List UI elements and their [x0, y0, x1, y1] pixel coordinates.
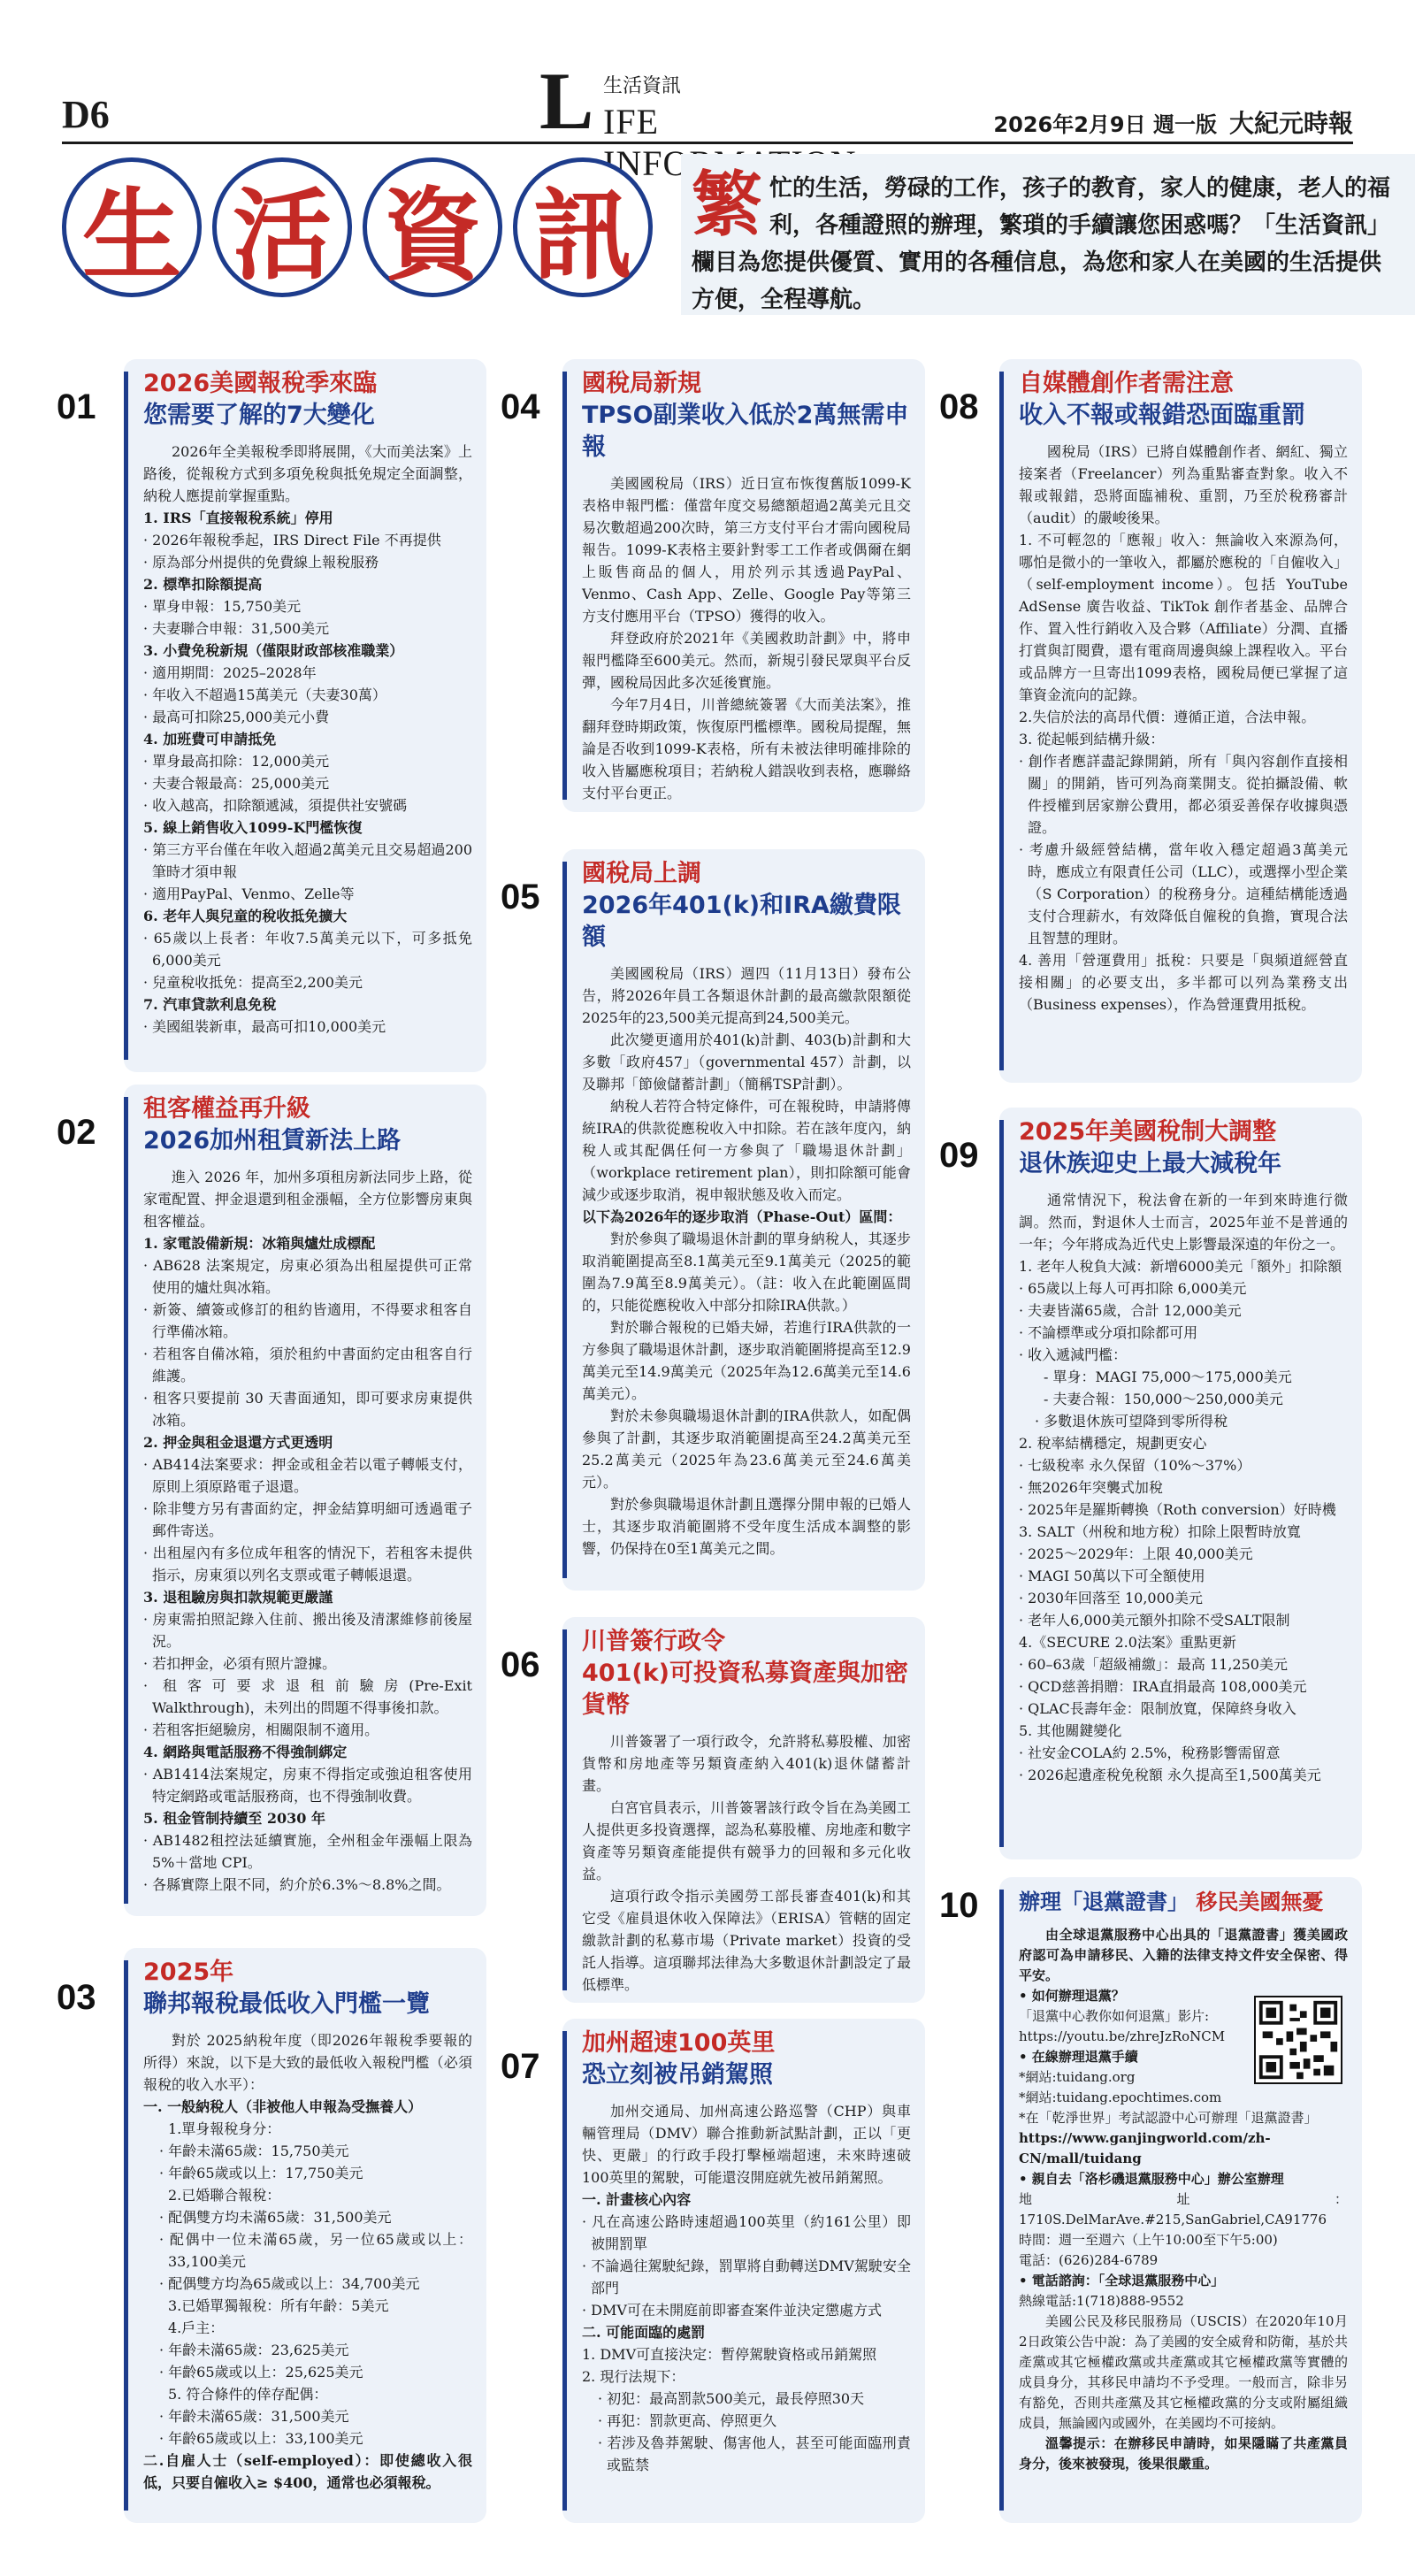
text-line: 2. 標準扣除額提高: [143, 576, 263, 593]
text-line: 1. 家電設備新規：冰箱與爐灶成標配: [143, 1235, 376, 1252]
text-line: · 除非雙方另有書面約定，押金結算明細可透過電子郵件寄送。: [143, 1498, 472, 1542]
section-02-card: [124, 1085, 486, 1916]
section-07-card: [562, 2019, 925, 2523]
text-line: 地址：1710S.DelMarAve.#215,SanGabriel,CA91776: [1019, 2191, 1348, 2227]
masthead: [539, 56, 884, 146]
section-06-body: [582, 1730, 911, 1996]
text-line: 以下為2026年的逐步取消（Phase-Out）區間：: [582, 1208, 902, 1225]
text-line: · 適用PayPal、Venmo、Zelle等: [143, 883, 472, 905]
text-line: 5. 符合條件的倖存配偶：: [168, 2386, 328, 2403]
text-line: 對於聯合報稅的已婚夫婦，若進行IRA供款的一方參與了職場退休計劃，逐步取消範圍將提高至12.9萬美元至14.9萬美元（2025年為12.6萬美元至14.6萬美元）。: [582, 1319, 911, 1402]
text-line: · 七級稅率 永久保留（10%～37%）: [1019, 1454, 1348, 1476]
section-10-card: [999, 1877, 1362, 2523]
text-line: 美國國稅局（IRS）週四（11月13日）發布公告，將2026年員工各類退休計劃的最高繳款限額從2025年的23,500美元提高到24,500美元。: [582, 965, 911, 1026]
text-line: 2.已婚聯合報稅：: [168, 2187, 281, 2204]
banner-seal-4: 訊: [513, 157, 653, 297]
text-line: 5. 線上銷售收入1099-K門檻恢復: [143, 819, 363, 836]
text-line: · 出租屋內有多位成年租客的情況下，若租客未提供指示，房東須以列名支票或電子轉帳退還。: [143, 1542, 472, 1586]
text-line: 由全球退黨服務中心出具的「退黨證書」獲美國政府認可為申請移民、入籍的法律支持文件安全保密、得平安。: [1019, 1927, 1348, 1983]
text-line: · 無2026年突襲式加稅: [1019, 1476, 1348, 1499]
text-line: · 夫妻皆滿65歲，合計 12,000美元: [1019, 1300, 1348, 1322]
text-line: 3. SALT（州稅和地方稅）扣除上限暫時放寬: [1019, 1523, 1301, 1540]
text-line: 3. 從起帳到結構升級：: [1019, 731, 1165, 748]
masthead-english: IFE: [603, 102, 659, 142]
masthead-chinese: 生活資訊: [603, 75, 682, 97]
section-06-title: 川普簽行政令: [582, 1628, 725, 1655]
text-line: 二.自雇人士（self-employed）：即使總收入很低，只要自僱收入≥ $400，通常也必須報稅。: [143, 2452, 472, 2491]
section-04-title: 國稅局新規: [582, 370, 701, 397]
text-line: · 不論過往駕駛紀錄，罰單將自動轉送DMV駕駛安全部門: [582, 2255, 911, 2299]
section-09-subtitle: 退休族迎史上最大減稅年: [1019, 1150, 1281, 1177]
text-line: 3. 退租驗房與扣款規範更嚴謹: [143, 1589, 333, 1606]
text-line: · 65歲以上每人可再扣除 6,000美元: [1019, 1277, 1348, 1300]
intro-body: 忙的生活，勞碌的工作，孩子的教育，家人的健康，老人的福利，各種證照的辦理，繁瑣的手續讓您困惑嗎？「生活資訊」欄目為您提供優質、實用的各種信息，為您和家人在美國的生活提供方便，全程導航。: [692, 175, 1391, 313]
section-08-title: 自媒體創作者需注意: [1019, 370, 1234, 397]
text-line: · 租客只要提前 30 天書面通知，即可要求房東提供冰箱。: [143, 1387, 472, 1431]
text-line: • 如何辦理退黨？: [1019, 1988, 1125, 2004]
text-line: 2026年全美報稅季即將展開，《大而美法案》上路後，從報稅方式到多項免稅與抵免規定全面調整，納稅人應提前掌握重點。: [143, 443, 472, 504]
text-line: 納稅人若符合特定條件，可在報稅時，申請將傳統IRA的供款從應稅收入中扣除。若在該年度內，納稅人或其配偶任何一方參與了「職場退休計劃」（workplace retirement plan），則扣除額可能會減少或逐步取消，視申報狀態及收入而定。: [582, 1098, 911, 1203]
section-04-subtitle: TPSO副業收入低於2萬無需申報: [582, 402, 909, 461]
text-line: · AB1414法案規定，房東不得指定或強迫租客使用特定網路或電話服務商，也不得強制收費。: [143, 1763, 472, 1807]
text-line: · MAGI 50萬以下可全額使用: [1019, 1565, 1348, 1587]
text-line: · 2026起遺產稅免稅額 永久提高至1,500萬美元: [1019, 1764, 1348, 1786]
text-line: 電話：(626)284-6789: [1019, 2252, 1159, 2268]
text-line: https://www.ganjingworld.com/zh-CN/mall/tuidang: [1019, 2130, 1271, 2166]
section-number-04: 04: [501, 387, 540, 426]
text-line: • 在線辦理退黨手續: [1019, 2049, 1138, 2065]
qr-code-graphic: [1256, 1997, 1341, 2082]
section-03-body: [143, 2029, 472, 2494]
text-line: 川普簽署了一項行政令，允許將私募股權、加密貨幣和房地產等另類資產納入401(k)退休儲蓄計畫。: [582, 1733, 911, 1794]
issue-date: 2026年2月9日 週一版: [993, 112, 1217, 137]
section-03-subtitle: 聯邦報稅最低收入門檻一覽: [143, 1990, 430, 2018]
text-line: · 適用期間：2025–2028年: [143, 662, 472, 684]
text-line: · 65歲以上長者：年收7.5萬美元以下，可多抵免6,000美元: [143, 927, 472, 971]
text-line: · 若租客自備冰箱，須於租約中書面約定由租客自行維護。: [143, 1343, 472, 1387]
text-line: · 單身最高扣除：12,000美元: [143, 750, 472, 772]
text-line: 2. 現行法規下：: [582, 2368, 685, 2385]
text-line: 一. 一般納稅人（非被他人申報為受撫養人）: [143, 2098, 423, 2115]
section-10-title: [1019, 1886, 1348, 1918]
text-line: · 多數退休族可望降到零所得稅: [1019, 1410, 1348, 1432]
text-line: 1. DMV可直接決定：暫停駕駛資格或吊銷駕照: [582, 2346, 877, 2363]
column-banner: [62, 149, 1391, 317]
section-number-10: 10: [939, 1886, 979, 1925]
text-line: · 房東需拍照記錄入住前、搬出後及清潔維修前後屋況。: [143, 1608, 472, 1652]
text-line: 2. 押金與租金退還方式更透明: [143, 1434, 333, 1451]
text-line: · 年齡65歲或以上：25,625美元: [143, 2361, 472, 2383]
section-number-03: 03: [57, 1978, 96, 2017]
text-line: · 社安金COLA約 2.5%，稅務影響需留意: [1019, 1742, 1348, 1764]
text-line: 2. 稅率結構穩定，規劃更安心: [1019, 1435, 1207, 1452]
section-number-08: 08: [939, 387, 979, 426]
text-line: 4.戶主：: [168, 2319, 225, 2336]
text-line: · 單身申報：15,750美元: [143, 595, 472, 617]
text-line: · 60–63歲「超級補繳」：最高 11,250美元: [1019, 1653, 1348, 1675]
text-line: · 兒童稅收抵免：提高至2,200美元: [143, 971, 472, 993]
text-line: · 2030年回落至 10,000美元: [1019, 1587, 1348, 1609]
text-line: · 年齡65歲或以上：33,100美元: [143, 2427, 472, 2450]
text-line: · AB628 法案規定，房東必須為出租屋提供可正常使用的爐灶與冰箱。: [143, 1254, 472, 1299]
section-number-05: 05: [501, 878, 540, 916]
section-04-body: [582, 472, 911, 804]
text-line: - 夫妻合報：150,000～250,000美元: [1044, 1391, 1283, 1407]
section-09-card: [999, 1108, 1362, 1859]
section-02-title: 租客權益再升級: [143, 1095, 310, 1123]
text-line: 4.《SECURE 2.0法案》重點更新: [1019, 1634, 1236, 1651]
text-line: · 再犯：罰款更高、停照更久: [582, 2410, 911, 2432]
masthead-initial: L: [539, 56, 594, 146]
section-number-07: 07: [501, 2047, 540, 2086]
banner-intro: [681, 154, 1415, 315]
text-line: 加州交通局、加州高速公路巡警（CHP）與車輛管理局（DMV）聯合推動新試點計劃，正以「更快、更嚴」的行政手段打擊極端超速，未來時速破100英里的駕駛，可能還沒開庭就先被吊銷駕照。: [582, 2103, 911, 2186]
section-07-body: [582, 2100, 911, 2476]
text-line: 「退黨中心教你如何退黨」影片:: [1019, 2008, 1210, 2024]
text-line: • 親自去「洛杉磯退黨服務中心」辦公室辦理: [1019, 2171, 1284, 2187]
text-line: 進入 2026 年，加州多項租房新法同步上路，從家電配置、押金退還到租金漲幅，全方位影響房東與租客權益。: [143, 1169, 472, 1230]
text-line: · 原為部分州提供的免費線上報稅服務: [143, 551, 472, 573]
section-number-09: 09: [939, 1136, 979, 1175]
text-line: · 夫妻合報最高：25,000美元: [143, 772, 472, 794]
section-01-card: [124, 359, 486, 1072]
text-line: 時間：週一至週六（上午10:00至下午5:00): [1019, 2232, 1278, 2248]
section-03-card: [124, 1948, 486, 2523]
text-line: · 年齡65歲或以上：17,750美元: [143, 2162, 472, 2184]
section-04-card: [562, 359, 925, 812]
section-09-title: 2025年美國稅制大調整: [1019, 1118, 1277, 1146]
text-line: · 美國組裝新車，最高可扣10,000美元: [143, 1016, 472, 1038]
text-line: 7. 汽車貸款利息免稅: [143, 996, 277, 1013]
section-02-subtitle: 2026加州租賃新法上路: [143, 1127, 402, 1154]
header-rule: [62, 142, 1353, 144]
text-line: · AB414法案要求：押金或租金若以電子轉帳支付，原則上須原路電子退還。: [143, 1453, 472, 1498]
text-line: 對於參與職場退休計劃且選擇分開申報的已婚人士，其逐步取消範圍將不受年度生活成本調整的影響，仍保持在0至1萬美元之間。: [582, 1496, 911, 1557]
section-08-body: [1019, 441, 1348, 1016]
section-03-title: 2025年: [143, 1959, 234, 1986]
text-line: 6. 老年人與兒童的稅收抵免擴大: [143, 908, 348, 924]
text-line: 4. 善用「營運費用」抵稅：只要是「與頻道經營直接相關」的必要支出，多半都可以列為業務支出（Business expenses），作為營運費用抵稅。: [1019, 952, 1348, 1013]
text-line: · 若涉及魯莽駕駛、傷害他人，甚至可能面臨刑責或監禁: [582, 2432, 911, 2476]
text-line: · 年齡未滿65歲：23,625美元: [143, 2339, 472, 2361]
text-line: · 年齡未滿65歲：15,750美元: [143, 2140, 472, 2162]
text-line: · 各縣實際上限不同，約介於6.3%～8.8%之間。: [143, 1874, 472, 1896]
section-01-title: 2026美國報稅季來臨: [143, 370, 378, 397]
text-line: · 若扣押金，必須有照片證據。: [143, 1652, 472, 1675]
page-number: D6: [62, 93, 110, 136]
text-line: 對於 2025納稅年度（即2026年報稅季要報的所得）來說，以下是大致的最低收入報稅門檻（必須報稅的收入水平）：: [143, 2032, 472, 2093]
section-06-card: [562, 1617, 925, 2003]
text-line: · 不論標準或分項扣除都可用: [1019, 1322, 1348, 1344]
qr-code-icon: [1254, 1996, 1342, 2084]
text-line: 通常情況下，稅法會在新的一年到來時進行微調。然而，對退休人士而言，2025年並不是普通的一年；今年將成為近代史上影響最深遠的年份之一。: [1019, 1192, 1348, 1253]
text-line: · 凡在高速公路時速超過100英里（約161公里）即被開罰單: [582, 2211, 911, 2255]
section-number-01: 01: [57, 387, 96, 426]
section-05-card: [562, 849, 925, 1591]
text-line: · QLAC長壽年金：限制放寬，保障終身收入: [1019, 1698, 1348, 1720]
text-line: · 創作者應詳盡記錄開銷，所有「與內容創作直接相關」的開銷，皆可列為商業開支。從拍攝設備、軟件授權到居家辦公費用，都必須妥善保存收據與憑證。: [1019, 750, 1348, 839]
banner-intro-text: [692, 164, 1399, 318]
text-line: 拜登政府於2021年《美國救助計劃》中，將申報門檻降至600美元。然而，新規引發民眾與平台反彈，國稅局因此多次延後實施。: [582, 630, 911, 691]
section-05-body: [582, 962, 911, 1560]
section-02-body: [143, 1166, 472, 1896]
text-line: 1.單身報稅身分：: [168, 2120, 281, 2137]
text-line: • 電話諮詢：「全球退黨服務中心」: [1019, 2273, 1225, 2288]
text-line: 這項行政令指示美國勞工部長審查401(k)和其它受《雇員退休收入保障法》（ERISA）管轄的固定繳款計劃的私募市場（Private market）投資的受託人指導。這項聯邦法律為大多數退休計劃設定了最低標準。: [582, 1888, 911, 1993]
section-05-subtitle: 2026年401(k)和IRA繳費限額: [582, 892, 901, 951]
text-line: · 2025年是羅斯轉換（Roth conversion）好時機: [1019, 1499, 1348, 1521]
section-07-title: 加州超速100英里: [582, 2029, 776, 2057]
text-line: 對於參與了職場退休計劃的單身納稅人，其逐步取消範圍提高至8.1萬美元至9.1萬美元（2025的範圍為7.9萬至8.9萬美元）。（註：收入在此範圍區間的，只能從應稅收入中部分扣除IRA供款。）: [582, 1230, 911, 1314]
text-line: *在「乾淨世界」考試認證中心可辦理「退黨證書」: [1019, 2110, 1318, 2126]
text-line: 一. 計畫核心內容: [582, 2191, 692, 2208]
section-09-body: [1019, 1189, 1348, 1786]
section-number-02: 02: [57, 1113, 96, 1152]
text-line: https://youtu.be/zhreJzRoNCM: [1019, 2028, 1226, 2044]
section-number-06: 06: [501, 1645, 540, 1684]
text-line: 4. 加班費可申請抵免: [143, 731, 277, 748]
text-line: 3. 小費免稅新規（僅限財政部核准職業）: [143, 642, 404, 659]
text-line: 3.已婚單獨報稅：所有年齡：5美元: [168, 2297, 389, 2314]
banner-seal-3: 資: [363, 157, 502, 297]
text-line: · 最高可扣除25,000美元小費: [143, 706, 472, 728]
text-line: · 夫妻聯合申報：31,500美元: [143, 617, 472, 640]
text-line: · QCD慈善捐贈：IRA直捐最高 108,000美元: [1019, 1675, 1348, 1698]
text-line: 白宮官員表示，川普簽署該行政令旨在為美國工人提供更多投資選擇，認為私募股權、房地產和數字資產等另類資產能提供有競爭力的回報和多元化收益。: [582, 1799, 911, 1882]
text-line: 美國公民及移民服務局（USCIS）在2020年10月2日政策公告中說：為了美國的安全威脅和防衛，基於共產黨或其它極權政黨或共產黨或其它極權政黨等實體的成員身分，其移民申請均不予受理。一般而言，除非另有豁免，否則共產黨及其它極權政黨的分支或附屬組織成員，無論國內或國外，在美國均不可接納。: [1019, 2313, 1348, 2431]
text-line: · 收入越高，扣除額遞減，須提供社安號碼: [143, 794, 472, 816]
text-line: 對於未參與職場退休計劃的IRA供款人，如配偶參與了計劃，其逐步取消範圍提高至24.2萬美元至25.2萬美元（2025年為23.6萬美元至24.6萬美元）。: [582, 1407, 911, 1491]
intro-dropcap: 繁: [692, 164, 762, 246]
text-line: 1. 不可輕忽的「應報」收入：無論收入來源為何，哪怕是微小的一筆收入，都屬於應稅的「自僱收入」（self-employment income）。包括 YouTube AdSense 廣告收益、TikTok 創作者基金、品牌合作、置入性行銷收入及合夥（Affiliate）分潤、直播打賞與訂閱費，還有電商周邊與線上課程收入。平台或品牌方一旦寄出1099表格，國稅局便已掌握了這筆資金流向的記錄。: [1019, 532, 1348, 703]
section-08-subtitle: 收入不報或報錯恐面臨重罰: [1019, 402, 1305, 429]
text-line: · 年收入不超過15萬美元（夫妻30萬）: [143, 684, 472, 706]
text-line: · AB1482租控法延續實施，全州租金年漲幅上限為 5%＋當地 CPI。: [143, 1829, 472, 1874]
section-10-title-main: 辦理「退黨證書」: [1019, 1890, 1189, 1914]
text-line: · 老年人6,000美元額外扣除不受SALT限制: [1019, 1609, 1348, 1631]
section-01-subtitle: 您需要了解的7大變化: [143, 402, 375, 429]
text-line: · 若租客拒絕驗房，相關限制不適用。: [143, 1719, 472, 1741]
text-line: 4. 網路與電話服務不得強制綁定: [143, 1744, 348, 1760]
dateline: [993, 104, 1353, 140]
text-line: · 配偶雙方均為65歲或以上：34,700美元: [143, 2273, 472, 2295]
text-line: 1. IRS「直接報稅系統」停用: [143, 510, 333, 526]
section-06-subtitle: 401(k)可投資私募資產與加密貨幣: [582, 1660, 908, 1719]
text-line: · 2026年報稅季起，IRS Direct File 不再提供: [143, 529, 472, 551]
text-line: *網站:tuidang.org: [1019, 2069, 1136, 2085]
text-line: 1. 老年人稅負大減：新增6000美元「額外」扣除額: [1019, 1258, 1342, 1275]
section-05-title: 國稅局上調: [582, 860, 701, 887]
text-line: 二. 可能面臨的處罰: [582, 2324, 706, 2341]
text-line: · 配偶中一位未滿65歲，另一位65歲或以上：33,100美元: [143, 2228, 472, 2273]
text-line: · 2025～2029年：上限 40,000美元: [1019, 1543, 1348, 1565]
text-line: · 配偶雙方均未滿65歲：31,500美元: [143, 2206, 472, 2228]
text-line: - 單身：MAGI 75,000～175,000美元: [1044, 1368, 1292, 1385]
text-line: 2.失信於法的高昂代價：遵循正道，合法申報。: [1019, 709, 1316, 725]
text-line: 此次變更適用於401(k)計劃、403(b)計劃和大多數「政府457」（governmental 457）計劃，以及聯邦「節儉儲蓄計劃」（簡稱TSP計劃）。: [582, 1031, 911, 1092]
text-line: · 第三方平台僅在年收入超過2萬美元且交易超過200筆時才須申報: [143, 839, 472, 883]
text-line: 國稅局（IRS）已將自媒體創作者、網紅、獨立接案者（Freelancer）列為重點審查對象。收入不報或報錯，恐將面臨補稅、重罰，乃至於稅務審計（audit）的嚴峻後果。: [1019, 443, 1348, 526]
text-line: · 考慮升級經營結構，當年收入穩定超過3萬美元時，應成立有限責任公司（LLC），或選擇小型企業（S Corporation）的稅務身分。這種結構能透過支付合理薪水，有效降低自僱稅的負擔，實現合法且智慧的理財。: [1019, 839, 1348, 949]
text-line: *網站:tuidang.epochtimes.com: [1019, 2089, 1222, 2105]
text-line: · 年齡未滿65歲：31,500美元: [143, 2405, 472, 2427]
text-line: 溫馨提示：在辦移民申請時，如果隱瞞了共產黨員身分，後來被發現，後果很嚴重。: [1019, 2435, 1348, 2472]
section-01-body: [143, 441, 472, 1038]
banner-seal-2: 活: [212, 157, 352, 297]
text-line: 5. 租金管制持續至 2030 年: [143, 1810, 325, 1827]
brand-logo: 大紀元時報: [1228, 109, 1353, 138]
text-line: · 新簽、續簽或修訂的租約皆適用，不得要求租客自行準備冰箱。: [143, 1299, 472, 1343]
section-10-title-accent: 移民美國無憂: [1196, 1890, 1324, 1914]
text-line: · 租客可要求退租前驗房(Pre-Exit Walkthrough)，未列出的問題不得事後扣款。: [143, 1675, 472, 1719]
banner-seal-1: 生: [62, 157, 202, 297]
text-line: 熱線電話:1(718)888-9552: [1019, 2293, 1184, 2309]
section-08-card: [999, 359, 1362, 1083]
text-line: 今年7月4日，川普總統簽署《大而美法案》，推翻拜登時期政策，恢復原門檻標準。國稅局提醒，無論是否收到1099-K表格，所有未被法律明確排除的收入皆屬應稅項目；若納稅人錯誤收到表格，應聯絡支付平台更正。: [582, 696, 911, 801]
section-07-subtitle: 恐立刻被吊銷駕照: [582, 2061, 773, 2089]
text-line: 美國國稅局（IRS）近日宣布恢復舊版1099-K表格申報門檻：僅當年度交易總額超過2萬美元且交易次數超過200次時，第三方支付平台才需向國稅局報告。1099-K表格主要針對零工工作者或偶爾在網上販售商品的個人，用於列示其透過PayPal、Venmo、Cash App、Zelle、Google Pay等第三方支付應用平台（TPSO）獲得的收入。: [582, 475, 911, 625]
text-line: 5. 其他關鍵變化: [1019, 1722, 1122, 1739]
text-line: · DMV可在未開庭前即審查案件並決定懲處方式: [582, 2299, 911, 2321]
text-line: · 收入遞減門檻：: [1019, 1344, 1348, 1366]
text-line: · 初犯：最高罰款500美元，最長停照30天: [582, 2388, 911, 2410]
